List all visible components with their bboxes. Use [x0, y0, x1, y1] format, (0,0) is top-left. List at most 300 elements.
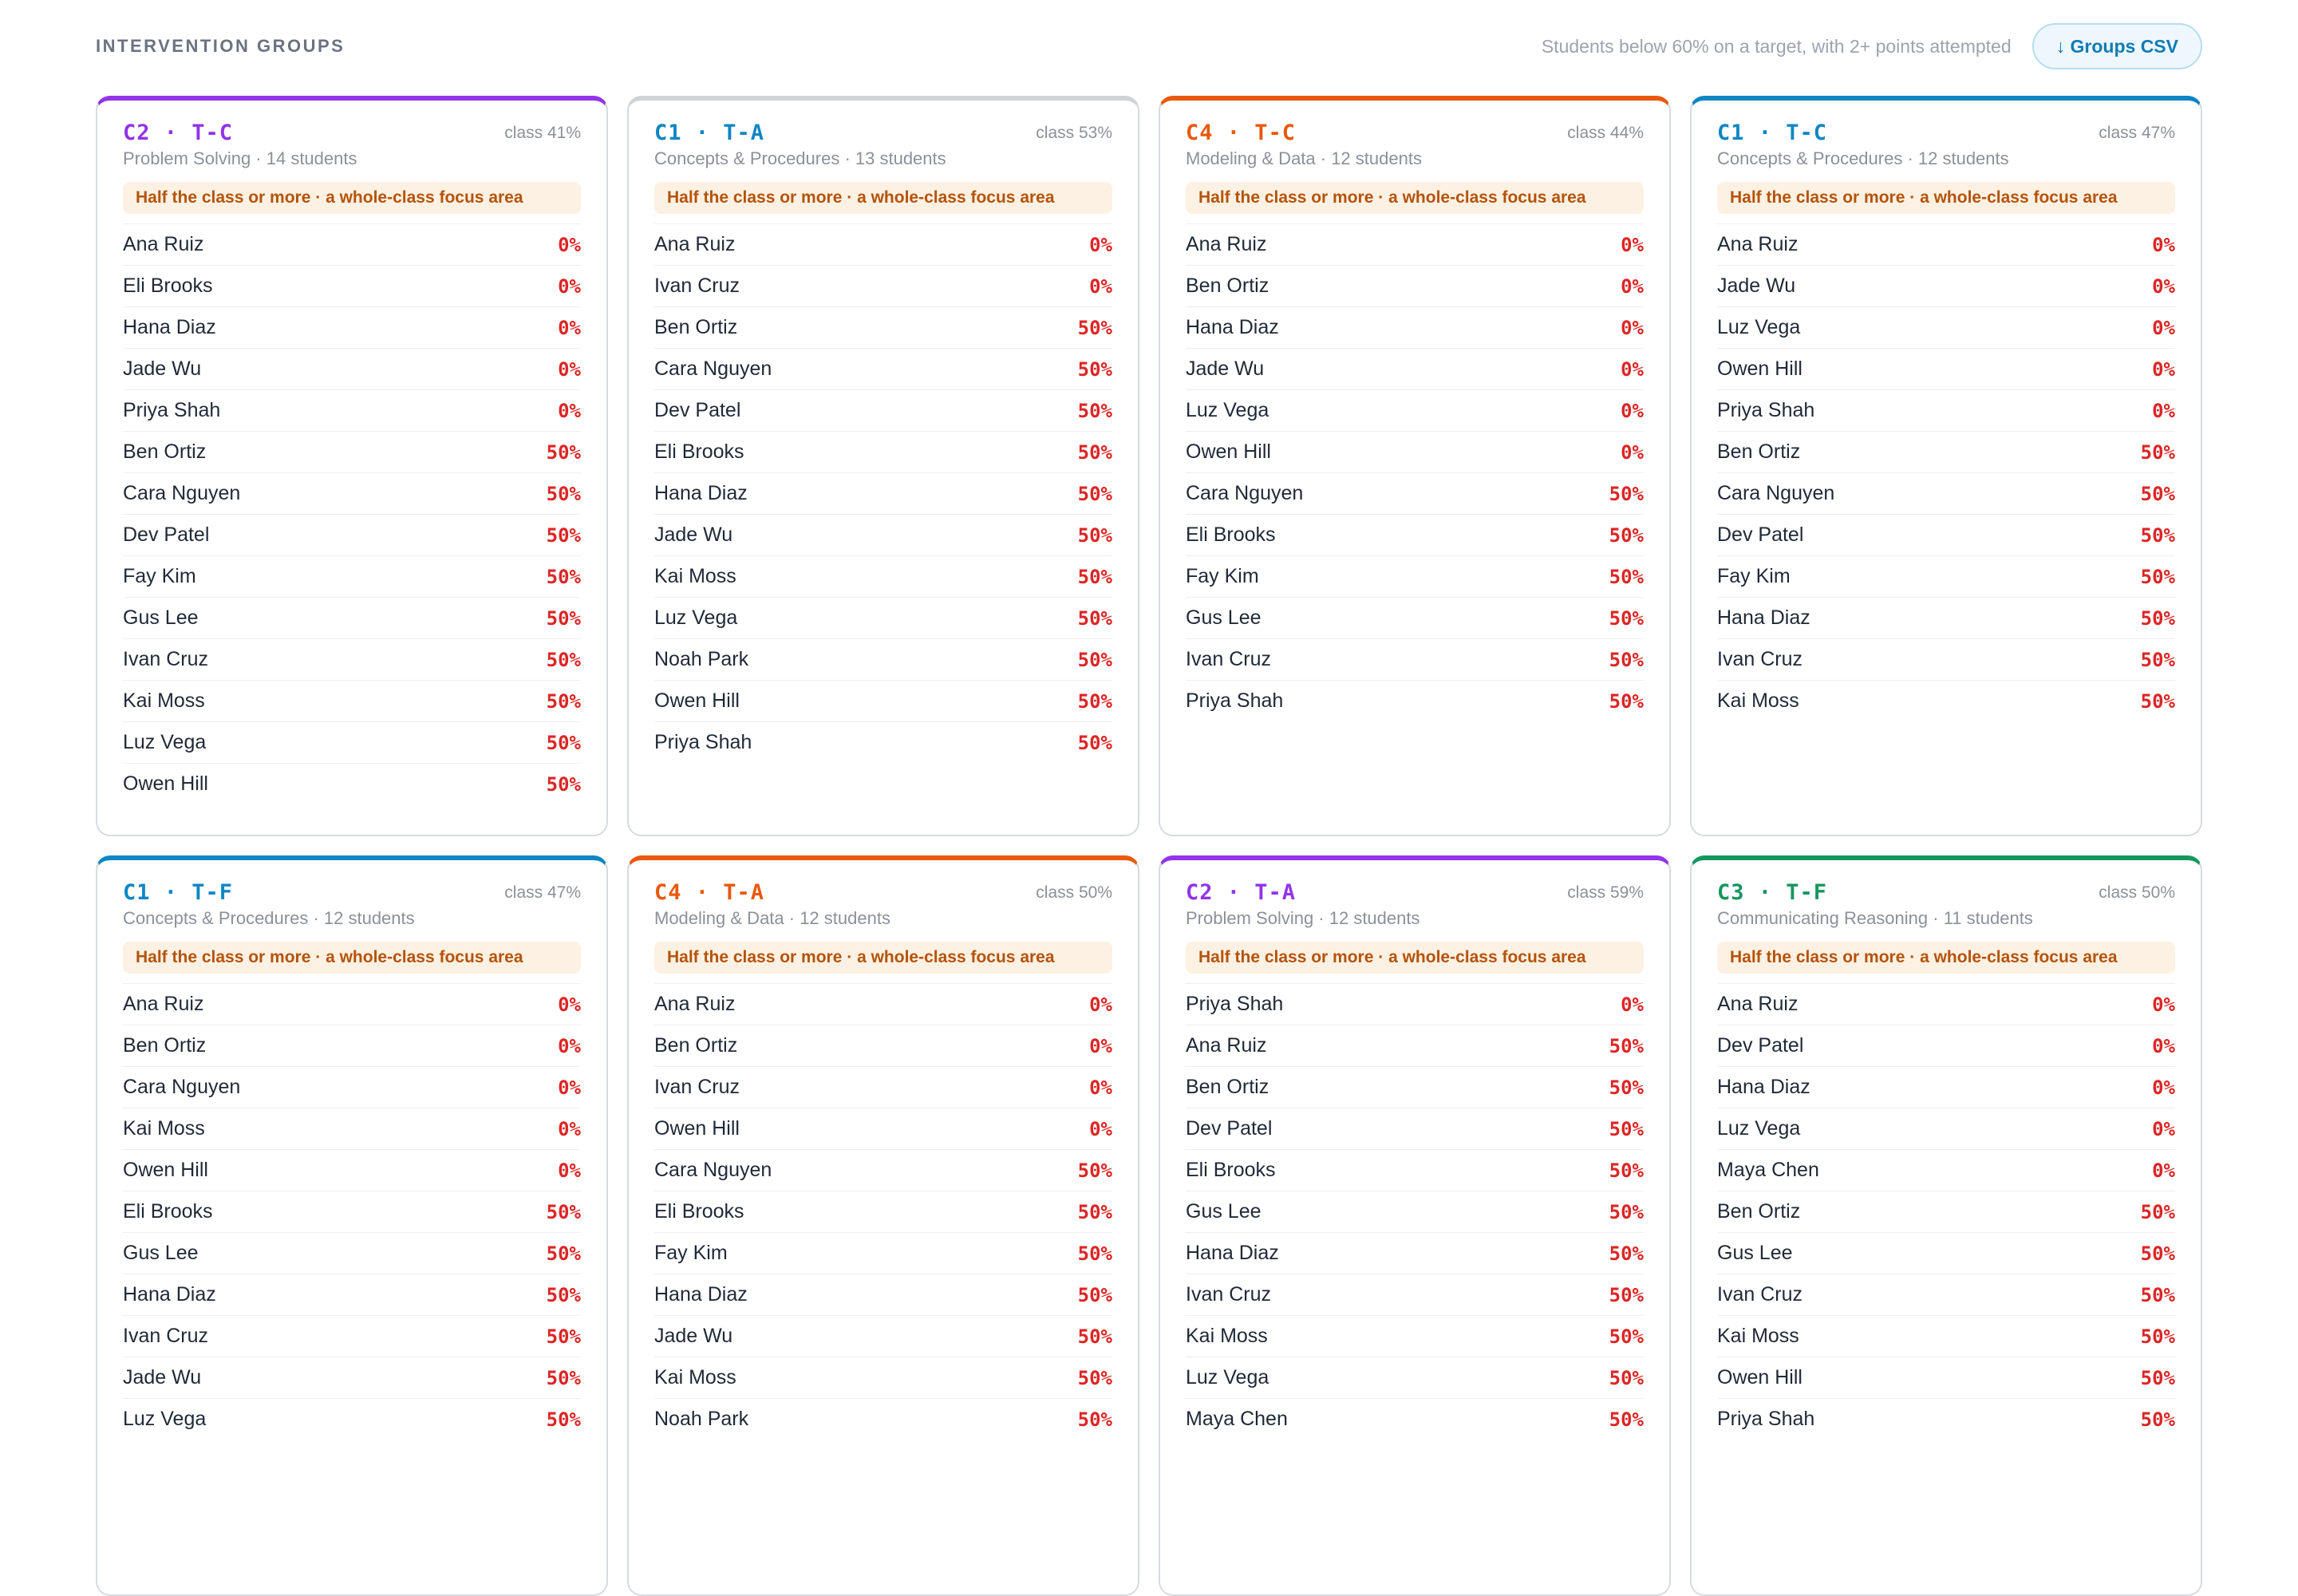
- student-score: 0%: [2152, 1117, 2175, 1140]
- student-score: 50%: [2140, 523, 2175, 547]
- student-row: [123, 1357, 581, 1398]
- student-row: [1717, 514, 2175, 555]
- group-code: C4 · T-A: [654, 880, 765, 905]
- group-code: C3 · T-F: [1717, 880, 1828, 905]
- student-score: 50%: [546, 1200, 581, 1223]
- student-name: Jade Wu: [654, 523, 733, 546]
- student-row: [654, 721, 1112, 763]
- student-name: Cara Nguyen: [654, 1159, 772, 1181]
- student-score: 50%: [1077, 316, 1112, 339]
- student-name: Ben Ortiz: [654, 1034, 738, 1057]
- student-row: [1186, 555, 1644, 597]
- student-name: Ivan Cruz: [123, 648, 208, 670]
- group-code: C4 · T-C: [1186, 120, 1297, 145]
- student-row: [1717, 306, 2175, 348]
- class-percentage: class 44%: [1567, 124, 1644, 142]
- student-row: [123, 223, 581, 265]
- student-name: Eli Brooks: [654, 1200, 744, 1223]
- student-name: Priya Shah: [123, 399, 221, 421]
- student-row: [1186, 1315, 1644, 1357]
- student-name: Eli Brooks: [123, 275, 213, 297]
- student-score: 50%: [546, 772, 581, 796]
- student-score: 0%: [1089, 993, 1112, 1016]
- intervention-groups-grid: [96, 96, 2202, 1596]
- student-name: Eli Brooks: [654, 440, 744, 463]
- student-score: 0%: [1621, 440, 1644, 464]
- student-row: [654, 1398, 1112, 1440]
- group-card: [1159, 855, 1671, 1596]
- student-name: Ivan Cruz: [123, 1325, 208, 1347]
- student-name: Ana Ruiz: [1186, 233, 1267, 255]
- student-row: [1717, 638, 2175, 680]
- student-name: Luz Vega: [1717, 316, 1801, 338]
- student-score: 50%: [2140, 648, 2175, 671]
- student-row: [1717, 555, 2175, 597]
- student-score: 0%: [1089, 1117, 1112, 1140]
- student-row: [123, 348, 581, 389]
- student-row: [123, 1191, 581, 1232]
- student-score: 50%: [2140, 440, 2175, 464]
- student-row: [654, 1149, 1112, 1191]
- student-name: Ana Ruiz: [654, 993, 736, 1015]
- focus-area-banner: Half the class or more · a whole-class focus area: [123, 942, 581, 974]
- student-name: Ana Ruiz: [123, 233, 204, 255]
- student-row: [1186, 597, 1644, 638]
- student-row: [1186, 1398, 1644, 1440]
- class-percentage: class 47%: [2099, 124, 2175, 142]
- student-row: [123, 1149, 581, 1191]
- student-name: Priya Shah: [1717, 1408, 1815, 1430]
- card-header: [1186, 879, 1644, 907]
- student-score: 50%: [546, 689, 581, 713]
- student-row: [654, 1274, 1112, 1315]
- student-row: [654, 1066, 1112, 1108]
- student-row: [1717, 389, 2175, 431]
- student-list: [123, 983, 581, 1440]
- student-row: [123, 555, 581, 597]
- student-score: 0%: [558, 399, 581, 422]
- student-score: 50%: [1609, 689, 1644, 713]
- student-name: Owen Hill: [654, 689, 740, 712]
- card-header: [654, 879, 1112, 907]
- student-name: Kai Moss: [654, 565, 736, 587]
- student-name: Dev Patel: [1717, 523, 1804, 546]
- student-score: 50%: [2140, 565, 2175, 588]
- focus-area-banner: Half the class or more · a whole-class focus area: [1186, 942, 1644, 974]
- student-row: [1717, 1357, 2175, 1398]
- focus-area-banner: Half the class or more · a whole-class focus area: [654, 182, 1112, 214]
- student-score: 50%: [1077, 689, 1112, 713]
- student-score: 50%: [1077, 1408, 1112, 1431]
- student-row: [123, 638, 581, 680]
- student-score: 0%: [2152, 316, 2175, 339]
- student-score: 0%: [1089, 275, 1112, 298]
- student-row: [1186, 680, 1644, 721]
- class-percentage: class 59%: [1567, 883, 1644, 902]
- student-row: [654, 1315, 1112, 1357]
- student-name: Priya Shah: [1717, 399, 1815, 421]
- student-score: 0%: [558, 1159, 581, 1182]
- focus-area-banner: Half the class or more · a whole-class focus area: [654, 942, 1112, 974]
- student-row: [1186, 1232, 1644, 1274]
- student-name: Hana Diaz: [654, 482, 748, 504]
- student-row: [123, 389, 581, 431]
- class-percentage: class 50%: [1036, 883, 1112, 902]
- student-name: Ivan Cruz: [654, 1076, 740, 1098]
- student-score: 50%: [1077, 358, 1112, 381]
- student-row: [123, 721, 581, 763]
- group-subtitle: Concepts & Procedures · 13 students: [654, 148, 946, 168]
- student-row: [1186, 1149, 1644, 1191]
- student-score: 50%: [546, 1408, 581, 1431]
- student-score: 0%: [1089, 233, 1112, 256]
- student-score: 50%: [1077, 399, 1112, 422]
- card-header: [1186, 120, 1644, 147]
- student-row: [123, 1025, 581, 1066]
- student-row: [654, 1191, 1112, 1232]
- section-title: INTERVENTION GROUPS: [96, 36, 345, 56]
- student-row: [1186, 1357, 1644, 1398]
- card-header: [1717, 879, 2175, 907]
- student-name: Jade Wu: [123, 1366, 202, 1389]
- student-score: 50%: [1077, 648, 1112, 671]
- student-score: 50%: [546, 1242, 581, 1265]
- student-row: [1717, 1025, 2175, 1066]
- focus-area-banner: Half the class or more · a whole-class focus area: [1717, 942, 2175, 974]
- student-name: Gus Lee: [1186, 1200, 1262, 1223]
- student-name: Ivan Cruz: [1186, 1283, 1271, 1306]
- student-name: Fay Kim: [123, 565, 196, 587]
- header-actions: [1542, 23, 2202, 69]
- student-score: 0%: [1621, 358, 1644, 381]
- student-name: Ivan Cruz: [1717, 648, 1802, 670]
- student-name: Kai Moss: [1717, 689, 1799, 712]
- student-name: Ivan Cruz: [654, 275, 740, 297]
- student-score: 0%: [2152, 1034, 2175, 1057]
- student-list: [1186, 983, 1644, 1440]
- student-name: Maya Chen: [1186, 1408, 1288, 1430]
- student-score: 0%: [2152, 993, 2175, 1016]
- student-row: [123, 597, 581, 638]
- student-name: Owen Hill: [123, 1159, 208, 1181]
- student-name: Ben Ortiz: [1186, 275, 1269, 297]
- class-percentage: class 47%: [504, 883, 581, 902]
- student-score: 0%: [558, 358, 581, 381]
- student-row: [1717, 1274, 2175, 1315]
- student-name: Ana Ruiz: [654, 233, 736, 255]
- student-name: Gus Lee: [1186, 606, 1262, 629]
- student-row: [654, 389, 1112, 431]
- student-name: Hana Diaz: [1186, 316, 1279, 338]
- student-score: 0%: [2152, 1159, 2175, 1182]
- student-score: 50%: [1077, 482, 1112, 505]
- group-code: C2 · T-C: [123, 120, 234, 145]
- student-row: [1717, 1191, 2175, 1232]
- student-row: [1717, 1232, 2175, 1274]
- group-subtitle: Concepts & Procedures · 12 students: [1717, 148, 2009, 168]
- group-card: [627, 96, 1139, 836]
- student-list: [1717, 223, 2175, 721]
- student-name: Cara Nguyen: [123, 482, 241, 504]
- student-name: Ana Ruiz: [123, 993, 204, 1015]
- student-row: [1186, 265, 1644, 306]
- student-name: Cara Nguyen: [1717, 482, 1835, 504]
- student-score: 50%: [546, 440, 581, 464]
- student-score: 50%: [2140, 606, 2175, 630]
- student-row: [1186, 348, 1644, 389]
- student-name: Luz Vega: [1717, 1117, 1801, 1140]
- group-code: C1 · T-A: [654, 120, 765, 145]
- student-name: Hana Diaz: [123, 1283, 216, 1306]
- student-row: [1717, 983, 2175, 1025]
- student-row: [1186, 431, 1644, 472]
- student-name: Priya Shah: [1186, 689, 1284, 712]
- student-score: 0%: [558, 1117, 581, 1140]
- student-name: Owen Hill: [1717, 1366, 1802, 1389]
- student-row: [1186, 472, 1644, 514]
- student-name: Ben Ortiz: [1717, 1200, 1801, 1223]
- student-name: Owen Hill: [654, 1117, 740, 1140]
- student-score: 50%: [546, 523, 581, 547]
- group-card: [1690, 855, 2202, 1596]
- focus-area-banner: Half the class or more · a whole-class focus area: [1186, 182, 1644, 214]
- student-score: 50%: [2140, 1366, 2175, 1389]
- student-row: [1186, 389, 1644, 431]
- student-score: 50%: [546, 565, 581, 588]
- student-name: Kai Moss: [1186, 1325, 1268, 1347]
- student-name: Kai Moss: [123, 689, 205, 712]
- student-name: Ivan Cruz: [1717, 1283, 1802, 1306]
- student-score: 50%: [1077, 565, 1112, 588]
- group-card: [627, 855, 1139, 1596]
- student-name: Eli Brooks: [123, 1200, 213, 1223]
- student-name: Dev Patel: [1186, 1117, 1273, 1140]
- student-row: [654, 265, 1112, 306]
- student-score: 50%: [1077, 1159, 1112, 1182]
- student-score: 50%: [1077, 1283, 1112, 1306]
- student-name: Noah Park: [654, 1408, 749, 1430]
- student-row: [654, 680, 1112, 721]
- student-name: Ben Ortiz: [1186, 1076, 1269, 1098]
- group-card: [1159, 96, 1671, 836]
- student-name: Luz Vega: [123, 1408, 207, 1430]
- student-row: [654, 1025, 1112, 1066]
- student-name: Ana Ruiz: [1717, 233, 1799, 255]
- card-header: [123, 120, 581, 147]
- student-score: 50%: [1609, 1242, 1644, 1265]
- student-row: [1717, 1108, 2175, 1149]
- student-score: 50%: [1609, 565, 1644, 588]
- student-score: 50%: [2140, 1283, 2175, 1306]
- student-score: 50%: [2140, 1408, 2175, 1431]
- student-score: 0%: [1621, 316, 1644, 339]
- student-name: Owen Hill: [123, 772, 208, 795]
- student-name: Ben Ortiz: [654, 316, 738, 338]
- student-score: 50%: [1609, 1408, 1644, 1431]
- student-row: [1186, 1025, 1644, 1066]
- student-row: [654, 514, 1112, 555]
- student-row: [654, 1357, 1112, 1398]
- student-row: [123, 983, 581, 1025]
- student-name: Owen Hill: [1186, 440, 1271, 463]
- student-score: 50%: [1609, 1366, 1644, 1389]
- student-score: 50%: [1077, 1325, 1112, 1348]
- student-score: 50%: [1077, 1366, 1112, 1389]
- student-score: 50%: [2140, 482, 2175, 505]
- group-card: [1690, 96, 2202, 836]
- group-code: C1 · T-C: [1717, 120, 1828, 145]
- class-percentage: class 41%: [504, 124, 581, 142]
- student-list: [654, 223, 1112, 763]
- student-row: [654, 638, 1112, 680]
- student-name: Dev Patel: [1717, 1034, 1804, 1057]
- student-row: [123, 514, 581, 555]
- card-header: [1717, 120, 2175, 147]
- student-row: [1186, 306, 1644, 348]
- student-score: 50%: [2140, 1200, 2175, 1223]
- student-row: [123, 1232, 581, 1274]
- student-score: 50%: [1077, 440, 1112, 464]
- group-subtitle: Modeling & Data · 12 students: [1186, 148, 1422, 168]
- student-row: [1186, 1274, 1644, 1315]
- student-row: [1717, 431, 2175, 472]
- student-name: Jade Wu: [1186, 358, 1265, 380]
- student-name: Kai Moss: [1717, 1325, 1799, 1347]
- student-row: [1717, 680, 2175, 721]
- group-subtitle: Problem Solving · 12 students: [1186, 908, 1420, 928]
- student-row: [1186, 223, 1644, 265]
- student-score: 50%: [546, 606, 581, 630]
- student-score: 50%: [1077, 523, 1112, 547]
- student-score: 0%: [1089, 1034, 1112, 1057]
- student-name: Hana Diaz: [1186, 1242, 1279, 1264]
- group-card: [96, 96, 608, 836]
- criteria-note: Students below 60% on a target, with 2+ points attempted: [1541, 35, 2012, 57]
- student-row: [1717, 1149, 2175, 1191]
- student-row: [654, 431, 1112, 472]
- student-row: [1717, 348, 2175, 389]
- student-name: Priya Shah: [1186, 993, 1284, 1015]
- student-row: [1186, 1066, 1644, 1108]
- student-score: 0%: [2152, 399, 2175, 422]
- student-row: [123, 306, 581, 348]
- student-row: [1186, 638, 1644, 680]
- student-list: [654, 983, 1112, 1440]
- student-score: 0%: [558, 1076, 581, 1099]
- student-name: Ben Ortiz: [1717, 440, 1801, 463]
- student-score: 50%: [546, 1325, 581, 1348]
- card-header: [654, 120, 1112, 147]
- student-score: 50%: [1609, 1159, 1644, 1182]
- student-score: 0%: [2152, 1076, 2175, 1099]
- student-name: Dev Patel: [123, 523, 210, 546]
- student-row: [654, 1108, 1112, 1149]
- student-row: [1717, 1315, 2175, 1357]
- student-name: Ben Ortiz: [123, 440, 207, 463]
- student-name: Gus Lee: [123, 1242, 199, 1264]
- student-score: 0%: [2152, 358, 2175, 381]
- student-row: [1717, 472, 2175, 514]
- student-name: Luz Vega: [654, 606, 738, 629]
- student-row: [123, 1315, 581, 1357]
- student-score: 50%: [1609, 1034, 1644, 1057]
- student-row: [654, 597, 1112, 638]
- student-score: 50%: [546, 648, 581, 671]
- student-score: 0%: [1089, 1076, 1112, 1099]
- student-name: Luz Vega: [1186, 1366, 1269, 1389]
- student-row: [654, 223, 1112, 265]
- student-name: Hana Diaz: [123, 316, 216, 338]
- student-row: [654, 1232, 1112, 1274]
- group-code: C2 · T-A: [1186, 880, 1297, 905]
- student-score: 50%: [1609, 1200, 1644, 1223]
- student-score: 50%: [546, 731, 581, 754]
- student-list: [1717, 983, 2175, 1440]
- student-name: Gus Lee: [1717, 1242, 1793, 1264]
- focus-area-banner: Half the class or more · a whole-class focus area: [123, 182, 581, 214]
- download-groups-csv-button[interactable]: ↓ Groups CSV: [2032, 23, 2202, 69]
- student-name: Dev Patel: [654, 399, 741, 421]
- student-row: [1186, 1191, 1644, 1232]
- student-list: [123, 223, 581, 804]
- student-score: 0%: [558, 316, 581, 339]
- focus-area-banner: Half the class or more · a whole-class focus area: [1717, 182, 2175, 214]
- student-name: Ana Ruiz: [1186, 1034, 1267, 1057]
- student-name: Maya Chen: [1717, 1159, 1819, 1181]
- student-score: 0%: [558, 233, 581, 256]
- student-row: [1717, 597, 2175, 638]
- student-score: 50%: [1077, 606, 1112, 630]
- group-card: [96, 855, 608, 1596]
- student-name: Noah Park: [654, 648, 749, 670]
- student-list: [1186, 223, 1644, 721]
- student-row: [123, 680, 581, 721]
- student-row: [1186, 514, 1644, 555]
- student-score: 50%: [546, 482, 581, 505]
- student-score: 50%: [546, 1283, 581, 1306]
- student-row: [1717, 265, 2175, 306]
- student-score: 50%: [1609, 1076, 1644, 1099]
- student-score: 50%: [2140, 1325, 2175, 1348]
- student-name: Owen Hill: [1717, 358, 1802, 380]
- student-row: [123, 431, 581, 472]
- student-score: 0%: [1621, 275, 1644, 298]
- student-name: Kai Moss: [654, 1366, 736, 1389]
- student-score: 50%: [2140, 1242, 2175, 1265]
- student-score: 0%: [1621, 233, 1644, 256]
- student-name: Hana Diaz: [1717, 1076, 1810, 1098]
- student-name: Fay Kim: [654, 1242, 728, 1264]
- student-name: Eli Brooks: [1186, 1159, 1276, 1181]
- group-subtitle: Problem Solving · 14 students: [123, 148, 357, 168]
- student-name: Jade Wu: [1717, 275, 1796, 297]
- student-row: [654, 983, 1112, 1025]
- student-name: Cara Nguyen: [123, 1076, 241, 1098]
- class-percentage: class 53%: [1036, 124, 1112, 142]
- student-name: Cara Nguyen: [654, 358, 772, 380]
- student-score: 0%: [558, 993, 581, 1016]
- student-row: [123, 1398, 581, 1440]
- student-name: Jade Wu: [654, 1325, 733, 1347]
- student-row: [654, 348, 1112, 389]
- student-name: Cara Nguyen: [1186, 482, 1304, 504]
- student-row: [654, 555, 1112, 597]
- student-row: [123, 1066, 581, 1108]
- student-name: Luz Vega: [1186, 399, 1269, 421]
- student-score: 50%: [1609, 523, 1644, 547]
- student-name: Luz Vega: [123, 731, 207, 753]
- student-row: [654, 472, 1112, 514]
